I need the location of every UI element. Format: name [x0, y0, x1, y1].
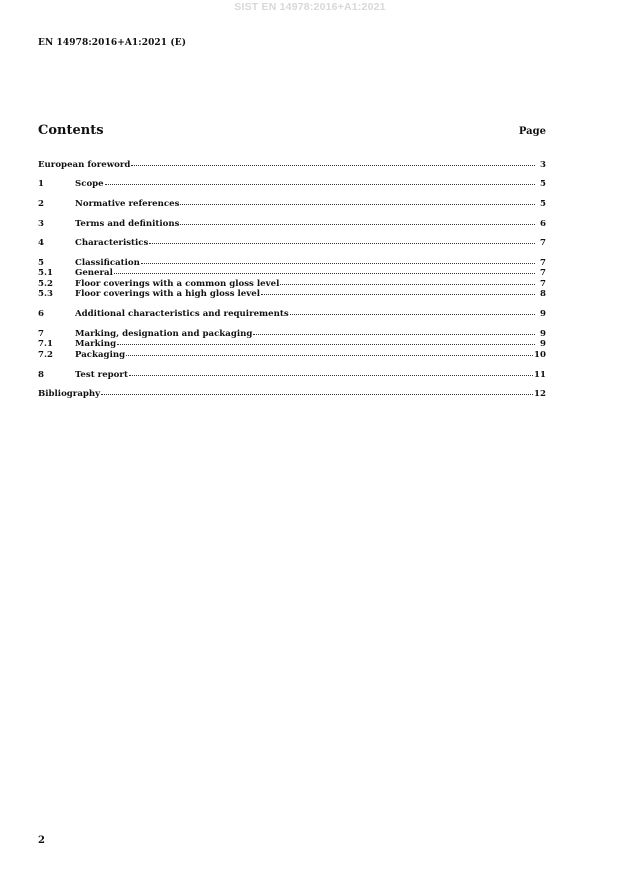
toc-entry-title: Terms and definitions [75, 218, 180, 229]
toc-leader-dots [131, 157, 535, 166]
toc-entry-title: Scope [75, 179, 104, 190]
toc-entry-number: 5.3 [38, 289, 53, 300]
toc-leader-dots [114, 266, 535, 275]
toc-leader-dots [253, 326, 535, 335]
toc-entry-page: 7 [540, 268, 546, 279]
document-id-header: EN 14978:2016+A1:2021 (E) [38, 38, 187, 48]
toc-entry-page: 9 [540, 328, 546, 339]
toc-entry-title: Marking, designation and packaging [75, 328, 253, 339]
toc-entry-title: Additional characteristics and requirements [75, 309, 289, 320]
table-of-contents [38, 158, 546, 398]
toc-entry-page: 8 [540, 289, 546, 300]
toc-entry-page: 7 [540, 257, 546, 268]
toc-leader-dots [280, 276, 535, 285]
toc-leader-dots [180, 216, 535, 225]
toc-entry-foreword[interactable] [38, 158, 546, 169]
toc-entry-page: 10 [534, 349, 546, 360]
toc-leader-dots [180, 196, 535, 205]
toc-entry-title: General [75, 268, 113, 279]
toc-entry-number: 2 [38, 198, 44, 209]
toc-entry-page: 6 [540, 218, 546, 229]
toc-leader-dots [129, 367, 533, 376]
toc-leader-dots [126, 347, 533, 356]
toc-entry-number: 3 [38, 218, 44, 229]
toc-entry-packaging[interactable] [38, 348, 546, 359]
toc-entry-title: Normative references [75, 198, 180, 209]
toc-entry-number: 5.2 [38, 278, 53, 289]
toc-entry-bibliography[interactable] [38, 388, 546, 399]
toc-entry-page: 3 [540, 159, 546, 170]
toc-leader-dots [105, 177, 535, 186]
toc-entry-page: 12 [534, 389, 546, 400]
toc-entry-number: 5.1 [38, 268, 53, 279]
toc-entry-title: Classification [75, 257, 140, 268]
toc-entry-number: 7 [38, 328, 44, 339]
toc-entry-number: 7.2 [38, 349, 53, 360]
toc-entry-title: Marking [75, 339, 117, 350]
toc-leader-dots [101, 387, 533, 396]
toc-entry-page: 7 [540, 238, 546, 249]
toc-entry-high-gloss[interactable] [38, 288, 546, 299]
toc-entry-terms-definitions[interactable] [38, 217, 546, 228]
toc-entry-title: Bibliography [38, 389, 101, 400]
page-number: 2 [38, 835, 45, 846]
toc-entry-number: 1 [38, 179, 44, 190]
toc-entry-page: 5 [540, 198, 546, 209]
toc-entry-page: 7 [540, 278, 546, 289]
toc-entry-number: 4 [38, 238, 44, 249]
watermark: SIST EN 14978:2016+A1:2021 [234, 1, 386, 13]
toc-entry-page: 11 [534, 369, 546, 380]
toc-leader-dots [117, 337, 535, 346]
toc-entry-scope[interactable] [38, 178, 546, 189]
toc-entry-number: 7.1 [38, 339, 53, 350]
toc-leader-dots [261, 287, 535, 296]
toc-entry-page: 9 [540, 309, 546, 320]
toc-entry-number: 8 [38, 369, 44, 380]
toc-entry-title: Characteristics [75, 238, 149, 249]
toc-entry-characteristics[interactable] [38, 237, 546, 248]
toc-leader-dots [290, 307, 535, 316]
toc-leader-dots [141, 255, 535, 264]
toc-entry-normative-references[interactable] [38, 197, 546, 208]
toc-entry-number: 6 [38, 309, 44, 320]
contents-heading [38, 123, 546, 143]
toc-entry-page: 5 [540, 179, 546, 190]
toc-entry-title: Floor coverings with a common gloss level [75, 278, 280, 289]
toc-entry-title: European foreword [38, 159, 131, 170]
toc-entry-title: Test report [75, 369, 128, 380]
toc-entry-number: 5 [38, 257, 44, 268]
toc-entry-test-report[interactable] [38, 368, 546, 379]
toc-entry-additional-characteristics[interactable] [38, 308, 546, 319]
toc-leader-dots [149, 236, 535, 245]
toc-entry-title: Packaging [75, 349, 126, 360]
toc-entry-title: Floor coverings with a high gloss level [75, 289, 260, 300]
contents-title: Contents [38, 123, 104, 138]
toc-entry-page: 9 [540, 339, 546, 350]
page-column-label: Page [518, 126, 546, 137]
